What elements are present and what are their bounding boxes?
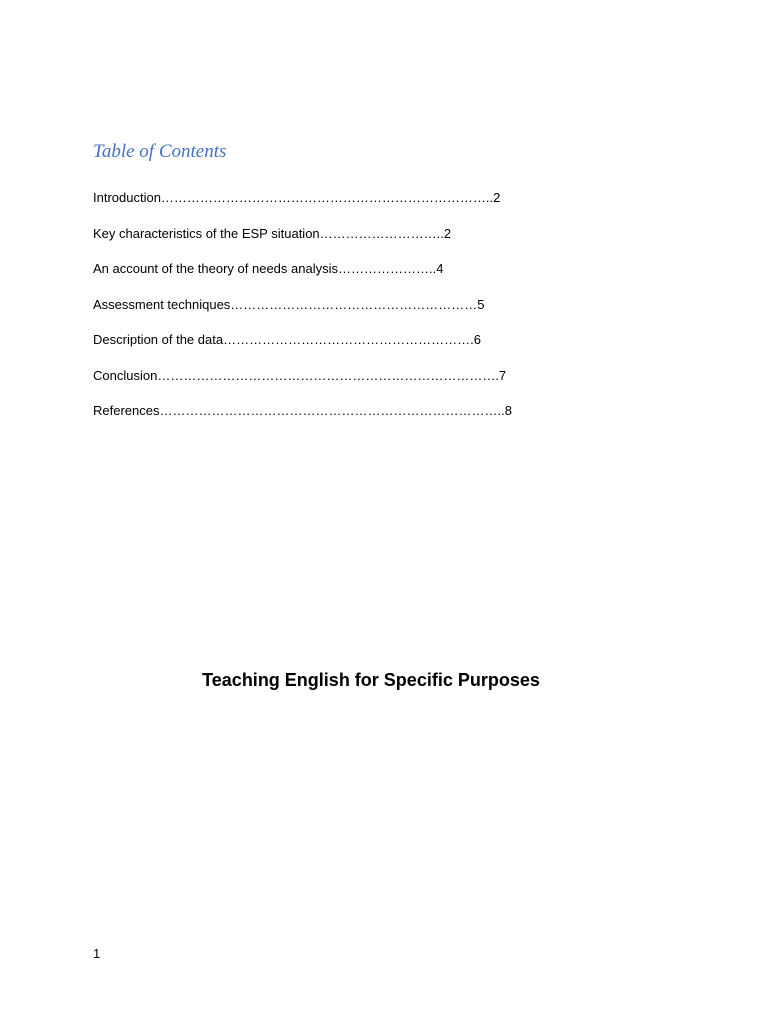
document-title: Teaching English for Specific Purposes bbox=[202, 670, 540, 690]
toc-list bbox=[93, 189, 512, 438]
toc-entry-description-of-data[interactable]: Description of the data………………………………………………….6 bbox=[93, 332, 481, 347]
page-number: 1 bbox=[93, 946, 101, 961]
toc-entry-needs-analysis[interactable]: An account of the theory of needs analysis…………………..4 bbox=[93, 261, 444, 276]
toc-entry-assessment-techniques[interactable]: Assessment techniques…………………………………………………5 bbox=[93, 296, 485, 312]
toc-entry-references[interactable]: References……………………………………………………………………..8 bbox=[93, 403, 512, 418]
toc-entry-conclusion[interactable]: Conclusion…………………………………………………………………….7 bbox=[93, 367, 507, 383]
toc-entry-key-characteristics[interactable]: Key characteristics of the ESP situation………………………..2 bbox=[93, 225, 452, 241]
toc-heading: Table of Contents bbox=[93, 141, 227, 162]
toc-entry-introduction[interactable]: Introduction…………………………………………………………………..2 bbox=[93, 190, 501, 205]
